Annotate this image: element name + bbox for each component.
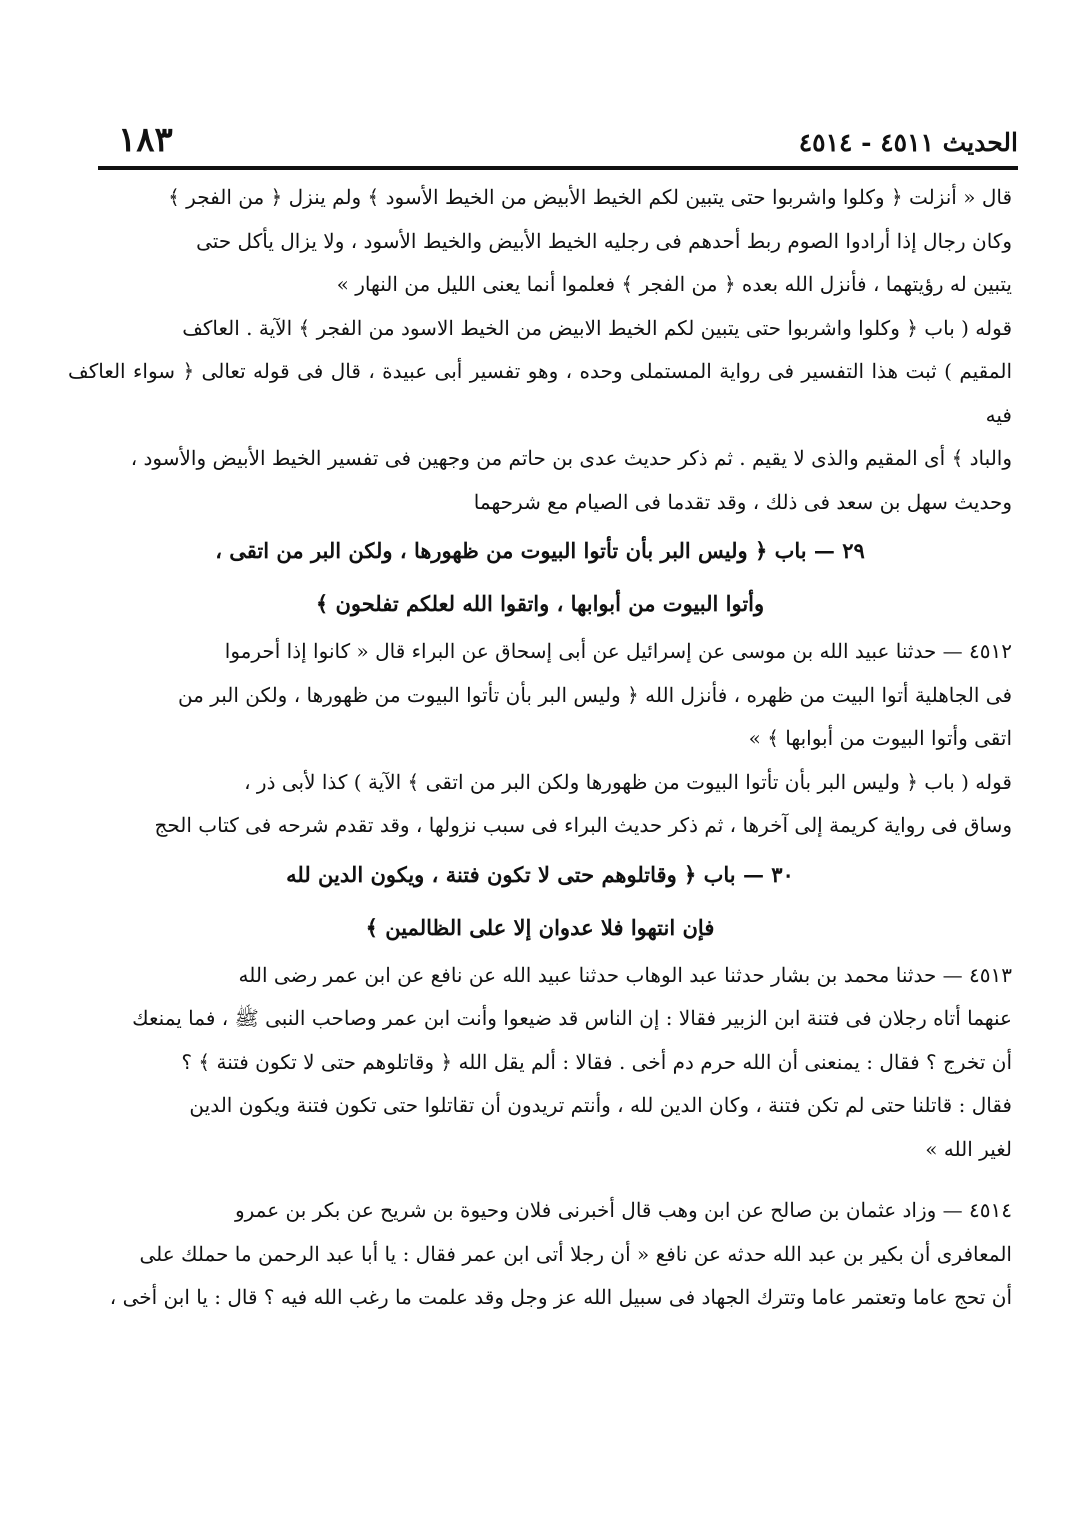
- commentary-line: والباد ﴾ أى المقيم والذى لا يقيم . ثم ذكر حديث عدى بن حاتم من وجهين فى تفسير الخيط الأبيض والأسود ،: [130, 446, 1012, 470]
- chapter-heading: فإن انتهوا فلا عدوان إلا على الظالمين ﴾: [365, 914, 715, 940]
- chapter-heading: وأتوا البيوت من أبوابها ، واتقوا الله لعلكم تفلحون ﴾: [315, 591, 765, 616]
- hadith-line: فى الجاهلية أتوا البيت من ظهره ، فأنزل الله ﴿ وليس البر بأن تأتوا البيوت من ظهورها ، ولكن البر من: [177, 682, 1012, 707]
- hadith-line: اتقى وأتوا البيوت من أبوابها ﴾ »: [748, 726, 1012, 750]
- paragraph-gap: [68, 1171, 1012, 1189]
- page-number: ١٨٣: [118, 120, 173, 160]
- hadith-line: أن تحج عاما وتعتمر عاما وتترك الجهاد فى سبيل الله عز وجل وقد علمت ما رغب الله فيه ؟ قال : يا ابن أخى ،: [109, 1285, 1012, 1309]
- commentary-line: المقيم ) ثبت هذا التفسير فى رواية المستملى وحده ، وهو تفسير أبى عبيدة ، قال فى قوله تعالى ﴿ سواء العاكف فيه: [68, 359, 1012, 427]
- running-header: [98, 120, 1018, 164]
- header-rule: [98, 166, 1018, 170]
- hadith-line: لغير الله »: [925, 1136, 1012, 1161]
- hadith-line: ٤٥١٢ — حدثنا عبيد الله بن موسى عن إسرائيل عن أبى إسحاق عن البراء قال « كانوا إذا أحرموا: [224, 639, 1012, 663]
- text-line: وكان رجال إذا أرادوا الصوم ربط أحدهم فى رجليه الخيط الأبيض والخيط الأسود ، ولا يزال يأكل حتى: [196, 228, 1012, 253]
- hadith-line: عنهما أتاه رجلان فى فتنة ابن الزبير فقالا : إن الناس قد ضيعوا وأنت ابن عمر وصاحب النبى ﷺ ، فما يمنعك: [132, 1006, 1012, 1030]
- hadith-line: فقال : قاتلنا حتى لم تكن فتنة ، وكان الدين لله ، وأنتم تريدون أن تقاتلوا حتى تكون فتنة ويكون الدين: [189, 1093, 1012, 1117]
- hadith-line: ٤٥١٣ — حدثنا محمد بن بشار حدثنا عبد الوهاب حدثنا عبيد الله عن نافع عن ابن عمر رضى الله: [238, 962, 1012, 987]
- chapter-heading: ٣٠ — باب ﴿ وقاتلوهم حتى لا تكون فتنة ، ويكون الدين لله: [286, 861, 794, 887]
- hadith-line: ٤٥١٤ — وزاد عثمان بن صالح عن ابن وهب قال أخبرنى فلان وحيوة بن شريح عن بكر بن عمرو: [234, 1198, 1012, 1222]
- commentary-line: وحديث سهل بن سعد فى ذلك ، وقد تقدما فى الصيام مع شرحهما: [473, 489, 1012, 514]
- text-line: قال « أنزلت ﴿ وكلوا واشربوا حتى يتبين لكم الخيط الأبيض من الخيط الأسود ﴾ ولم ينزل ﴿ من الفجر ﴾: [168, 185, 1012, 209]
- commentary-line: قوله ( باب ﴿ وليس البر بأن تأتوا البيوت من ظهورها ولكن البر من اتقى ﴾ الآية ) كذا لأبى ذر ،: [244, 769, 1012, 794]
- header-title: الحديث ٤٥١١ - ٤٥١٤: [798, 128, 1018, 157]
- text-line: يتبين له رؤيتهما ، فأنزل الله بعده ﴿ من الفجر ﴾ فعلموا أنما يعنى الليل من النهار »: [336, 272, 1012, 296]
- commentary-line: قوله ( باب ﴿ وكلوا واشربوا حتى يتبين لكم الخيط الابيض من الخيط الاسود من الفجر ﴾ الآية . العاكف: [182, 315, 1012, 340]
- body-text: [68, 176, 1012, 1320]
- hadith-line: المعافرى أن بكير بن عبد الله حدثه عن نافع « أن رجلا أتى ابن عمر فقال : يا أبا عبد الرحمن ما حملك على: [139, 1241, 1012, 1266]
- hadith-line: أن تخرج ؟ فقال : يمنعنى أن الله حرم دم أخى . فقالا : ألم يقل الله ﴿ وقاتلوهم حتى لا تكون فتنة ﴾ ؟: [181, 1049, 1012, 1074]
- commentary-line: وساق فى رواية كريمة إلى آخرها ، ثم ذكر حديث البراء فى سبب نزولها ، وقد تقدم شرحه فى كتاب الحج: [154, 813, 1012, 837]
- chapter-heading: ٢٩ — باب ﴿ وليس البر بأن تأتوا البيوت من ظهورها ، ولكن البر من اتقى ،: [215, 538, 865, 563]
